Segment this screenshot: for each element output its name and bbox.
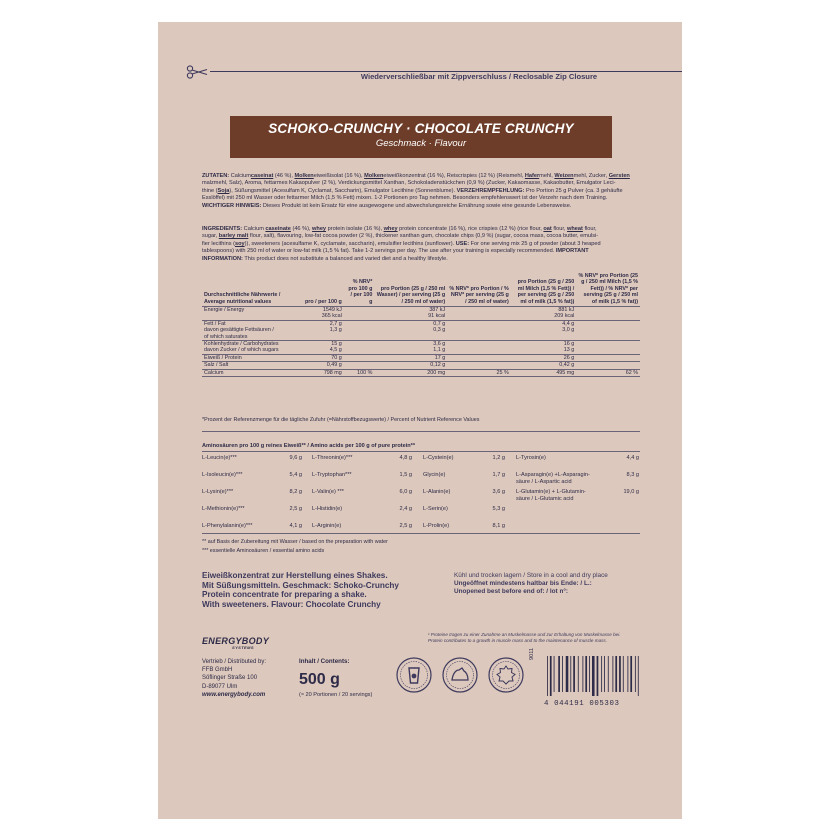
amino-footnote: *** essentielle Aminosäuren / essential amino acids bbox=[202, 548, 325, 554]
ingredients-english: INGREDIENTS: Calcium caseinate (46 %), whey protein isolate (16 %), whey protein concentrate (16 %), rice crispies (12 %) (rice flour, oat flour, wheat flour, sugar, barley malt flour, salt), flavouring, low-fat cocoa powder (2 %), thickener xanthan gum, chocolate chips (0,9 %) (sugar, cocoa mass, cocoa butter, emulsi- fier lecithins (soy)), sweeteners (acesulfame K, cyclamate, saccharin), emulsifier lecithins (sunflower). USE: For one serving mix 25 g of powder (about 3 heaped tablespoons) with 250 ml of water or low-fat milk (1,5 % fat). Take 1-2 servings per day. The use after your training is especially recommended. IMPORTANT INFORMATION: This product does not substitute a balanced and varied diet and a healthy lifestyle. bbox=[202, 226, 601, 262]
nutrition-header-row bbox=[202, 273, 640, 307]
nutrition-table bbox=[202, 273, 640, 377]
ingredients-german: ZUTATEN: Calciumcaseinat (46 %), Molkeneiweißisolat (16 %), Molkeneiweißkonzentrat (16 %), Reiscrispies (12 %) (Reismehl, Hafermehl, Weizenmehl, Zucker, Gersten malzmehl, Salz), Aroma, fettarmes Kakaopulver (2 %), Verdickungsmittel Xanthan, Schokoladenstückchen (0,9 %) (Zucker, Kakaomasse, Kakaobutter, Emulgator Leci- thine (Soja), Süßungsmittel (Acesulfam K, Cyclamat, Saccharin), Emulgator Lecithine (Sonnenblume). VERZEHREMPFEHLUNG: Pro Portion 25 g Pulver (ca. 3 gehäufte Esslöffel) mit 250 ml Wasser oder fettarmer Milch (1,5 % Fett) mixen. 1-2 Portionen pro Tag nehmen. Besonders empfehlenswert ist der Verzehr nach dem Training. WICHTIGER HINWEIS: Dieses Produkt ist kein Ersatz für eine ausgewogene und abwechslungsreiche Ernährung sowie eine gesunde Lebensweise. bbox=[202, 173, 630, 209]
nutrient-value bbox=[374, 334, 447, 341]
product-description: Eiweißkonzentrat zur Herstellung eines Shakes. Mit Süßungsmitteln. Geschmack: Schoko-Crunchy Protein concentrate for preparing a shake. With sweeteners. Flavour: Chocolate Crunchy bbox=[202, 571, 399, 609]
barcode-bar bbox=[612, 656, 613, 692]
amino-acid-name: L-Valin(e) *** bbox=[312, 489, 344, 495]
nutrient-value: 798 mg bbox=[297, 369, 344, 376]
nutrient-value: 17 g bbox=[374, 354, 447, 361]
nutrient-value: 16 g bbox=[511, 341, 576, 348]
nutrient-value bbox=[576, 307, 640, 314]
cut-line bbox=[210, 71, 682, 72]
net-weight: 500 g bbox=[299, 671, 340, 688]
nutrient-value bbox=[447, 320, 511, 327]
net-content: Inhalt / Contents: 500 g (≈ 20 Portionen / 20 servings) bbox=[299, 658, 399, 698]
nutrient-label: davon gesättigte Fettsäuren / bbox=[204, 327, 274, 334]
nutrient-value bbox=[297, 334, 344, 341]
nutrient-value bbox=[344, 347, 375, 354]
nutrient-value: 1,1 g bbox=[433, 347, 446, 354]
nutrient-value bbox=[344, 307, 375, 314]
amino-heading: Aminosäuren pro 100 g reines Eiweiß** / Amino acids per 100 g of pure protein** bbox=[202, 443, 416, 449]
nutrient-value: 209 kcal bbox=[554, 313, 575, 320]
nutrient-label: Eiweiß / Protein bbox=[202, 354, 297, 361]
nutrient-label: Calcium bbox=[202, 369, 297, 376]
amino-acid-name: L-Asparagin(e) +L-Asparagin- bbox=[516, 472, 590, 478]
amino-acid-value: 2,5 g bbox=[399, 523, 412, 529]
nutrient-value bbox=[344, 354, 375, 361]
barcode-bar bbox=[578, 656, 579, 692]
amino-acid-name: L-Histidin(e) bbox=[312, 506, 343, 512]
nutrient-value bbox=[344, 334, 375, 341]
nutrient-value: 881 kJ bbox=[511, 307, 576, 314]
product-title: SCHOKO-CRUNCHY · CHOCOLATE CRUNCHY bbox=[268, 121, 574, 136]
barcode-bar bbox=[635, 656, 636, 692]
nutrient-label: Kohlenhydrate / Carbohydrates bbox=[202, 341, 297, 348]
barcode-bar bbox=[597, 656, 599, 696]
barcode-bars bbox=[544, 656, 644, 696]
amino-acid-value: 3,6 g bbox=[492, 489, 505, 495]
amino-acid-name: L-Methionin(e)*** bbox=[202, 506, 245, 512]
amino-acid-value: 5,4 g bbox=[289, 472, 302, 478]
amino-acid-name: L-Cystein(e) bbox=[423, 455, 454, 461]
nutrition-header: pro Portion (25 g / 250 ml Milch (1,5 % Fett)) / per serving (25 g / 250 ml of milk (1,5 % fat)) bbox=[511, 273, 576, 307]
nutrient-value: 13 g bbox=[563, 347, 575, 354]
nutrient-value: 3,0 g bbox=[562, 327, 575, 334]
amino-acid-name: L-Lysin(e)*** bbox=[202, 489, 234, 495]
nutrient-value: 0,42 g bbox=[511, 362, 576, 369]
amino-acid-name: L-Arginin(e) bbox=[312, 523, 342, 529]
amino-acid-name: L-Leucin(e)*** bbox=[202, 455, 237, 461]
nutrient-label: Energie / Energy bbox=[202, 307, 297, 314]
barcode-bar bbox=[550, 656, 552, 696]
amino-acid-name: L-Prolin(e) bbox=[423, 523, 450, 529]
nutrient-value: 4,4 g bbox=[511, 320, 576, 327]
amino-acid-value: 8,3 g bbox=[626, 472, 639, 478]
amino-acid-name: L-Isoleucin(e)*** bbox=[202, 472, 243, 478]
amino-acid-value: 8,2 g bbox=[289, 489, 302, 495]
amino-acid-name: L-Tryptophan*** bbox=[312, 472, 352, 478]
nutrition-body bbox=[202, 307, 640, 377]
barcode-bar bbox=[619, 656, 621, 692]
nutrient-value bbox=[447, 362, 511, 369]
nutrient-value bbox=[344, 320, 375, 327]
amino-acid-value: 1,2 g bbox=[492, 455, 505, 461]
amino-acid-value: 6,0 g bbox=[399, 489, 412, 495]
nutrient-value: 4,5 g bbox=[329, 347, 342, 354]
nutrient-value bbox=[447, 347, 511, 354]
nutrition-header: pro Portion (25 g / 250 ml Wasser) / per serving (25 g / 250 ml of water) bbox=[374, 273, 447, 307]
nutrient-value bbox=[447, 341, 511, 348]
barcode-bar bbox=[582, 656, 583, 692]
brand-sub: SYSTEMS bbox=[232, 645, 254, 650]
barcode-bar bbox=[547, 656, 548, 696]
amino-acid-name: säure / L-Aspartic acid bbox=[516, 479, 572, 485]
nutrient-value bbox=[511, 334, 576, 341]
amino-acid-value: 1,7 g bbox=[492, 472, 505, 478]
nutrient-label: of which saturates bbox=[204, 333, 248, 340]
nutrient-value bbox=[576, 362, 640, 369]
barcode-bar bbox=[585, 656, 587, 692]
nutrition-header: Durchschnittliche Nährwerte / Average nutritional values bbox=[202, 273, 297, 307]
amino-acid-name: L-Glutamin(e) + L-Glutamin- bbox=[516, 489, 586, 495]
barcode bbox=[544, 656, 644, 708]
amino-acid-value: 4,1 g bbox=[289, 523, 302, 529]
website-link: www.energybody.com bbox=[202, 691, 266, 698]
amino-footnote: ** auf Basis der Zubereitung mit Wasser / based on the preparation with water bbox=[202, 539, 388, 545]
nutrient-value bbox=[344, 341, 375, 348]
nutrient-label: Fett / Fat bbox=[202, 320, 297, 327]
amino-acid-value: 1,5 g bbox=[399, 472, 412, 478]
nutrition-row bbox=[202, 313, 640, 320]
barcode-bar bbox=[638, 656, 639, 696]
nutrient-value: 200 mg bbox=[374, 369, 447, 376]
amino-acid-name: säure / L-Glutamic acid bbox=[516, 496, 574, 502]
product-label bbox=[158, 22, 682, 819]
amino-acid-value: 4,8 g bbox=[399, 455, 412, 461]
product-subtitle: Geschmack · Flavour bbox=[375, 138, 467, 149]
divider bbox=[202, 451, 640, 452]
amino-acid-value: 2,5 g bbox=[289, 506, 302, 512]
barcode-bar bbox=[627, 656, 628, 692]
nutrient-value: 2,7 g bbox=[297, 320, 344, 327]
divider bbox=[202, 431, 640, 432]
barcode-bar bbox=[562, 656, 563, 692]
nutrition-row bbox=[202, 334, 640, 341]
brand-name: ENERGYBODY bbox=[202, 636, 270, 646]
nutrient-value: 62 % bbox=[576, 369, 640, 376]
amino-acid-name: L-Phenylalanin(e)*** bbox=[202, 523, 253, 529]
flavour-banner bbox=[230, 116, 612, 158]
nutrient-value bbox=[576, 320, 640, 327]
barcode-bar bbox=[630, 656, 632, 692]
nutrition-header: pro / per 100 g bbox=[297, 273, 344, 307]
barcode-bar bbox=[573, 656, 575, 692]
nutrient-value: 25 % bbox=[447, 369, 511, 376]
divider bbox=[202, 533, 640, 534]
storage-info: Kühl und trocken lagern / Store in a cool and dry place Ungeöffnet mindestens haltbar bis Ende: / L.: Unopened best before end of: / lot n°: bbox=[454, 572, 608, 595]
nutrition-header: % NRV* pro Portion / % NRV* per serving (25 g / 250 ml of water) bbox=[447, 273, 511, 307]
amino-acid-name: L-Threonin(e)*** bbox=[312, 455, 353, 461]
nutrition-row bbox=[202, 320, 640, 327]
nutrient-value: 15 g bbox=[297, 341, 344, 348]
barcode-bar bbox=[604, 656, 605, 692]
nrv-footnote: *Prozent der Referenzmenge für die tägliche Zufuhr (=Nährstoffbezugswerte) / Percent of Nutrient Reference Values bbox=[202, 417, 480, 423]
barcode-bar bbox=[615, 656, 617, 692]
nutrient-value: 70 g bbox=[297, 354, 344, 361]
nutrient-value: 365 kcal bbox=[321, 313, 342, 320]
amino-acid-value: 5,3 g bbox=[492, 506, 505, 512]
nutrition-header: % NRV* pro 100 g / per 100 g bbox=[344, 273, 375, 307]
nutrition-row bbox=[202, 341, 640, 348]
nutrition-row bbox=[202, 347, 640, 354]
nutrition-row bbox=[202, 354, 640, 361]
barcode-number: 4 044191 005303 bbox=[544, 700, 620, 708]
scissors-icon bbox=[186, 65, 208, 79]
nutrient-value: 0,7 g bbox=[374, 320, 447, 327]
muscle-badge-icon bbox=[441, 656, 479, 694]
nutrient-value: 1,3 g bbox=[329, 327, 342, 334]
barcode-bar bbox=[566, 656, 569, 692]
amino-acid-value: 4,4 g bbox=[626, 455, 639, 461]
amino-acid-value: 8,1 g bbox=[492, 523, 505, 529]
nutrient-label: davon Zucker / of which sugars bbox=[204, 347, 279, 354]
barcode-bar bbox=[601, 656, 602, 692]
protein-claim: ¹ Proteine tragen zu einer Zunahme an Muskelmasse und zur Erhaltung von Muskelmasse bei. Protein contributes to a growth in muscle mass and to the maintenance of muscle mass. bbox=[428, 632, 621, 643]
nutrition-row bbox=[202, 307, 640, 314]
amino-acid-name: L-Serin(e) bbox=[423, 506, 448, 512]
barcode-bar bbox=[608, 656, 609, 692]
barcode-bar bbox=[554, 656, 555, 692]
nutrient-value bbox=[447, 354, 511, 361]
nutrient-value bbox=[576, 334, 640, 341]
nutrient-value: 91 kcal bbox=[428, 313, 446, 320]
nutrient-value: 3,6 g bbox=[374, 341, 447, 348]
distributor-info: Vertrieb / Distributed by: FFB GmbH Söflinger Straße 100 D-89077 Ulm www.energybody.com bbox=[202, 658, 302, 699]
amino-acid-name: L-Tyrosin(e) bbox=[516, 455, 546, 461]
nutrient-value: 26 g bbox=[511, 354, 576, 361]
nutrient-value: 495 mg bbox=[511, 369, 576, 376]
amino-acid-value: 9,6 g bbox=[289, 455, 302, 461]
nutrient-label bbox=[202, 313, 297, 320]
barcode-bar bbox=[592, 656, 595, 696]
nutrient-value bbox=[576, 347, 640, 354]
nutrient-value bbox=[576, 341, 640, 348]
barcode-bar bbox=[558, 656, 560, 692]
nutrient-value: 100 % bbox=[344, 369, 375, 376]
nutrition-row bbox=[202, 369, 640, 376]
shaker-badge-icon bbox=[395, 656, 433, 694]
barcode-bar bbox=[589, 656, 590, 692]
nutrient-value: 0,12 g bbox=[374, 362, 447, 369]
nutrient-value: 0,49 g bbox=[297, 362, 344, 369]
nutrient-value: 387 kJ bbox=[374, 307, 447, 314]
nutrient-value bbox=[576, 354, 640, 361]
nutrient-value bbox=[344, 313, 375, 320]
nutrient-value: 0,3 g bbox=[433, 327, 446, 334]
nutrient-value bbox=[447, 334, 511, 341]
brand-logo bbox=[202, 636, 282, 650]
barcode-side-number: 9011 bbox=[529, 647, 535, 660]
amino-acid-name: L-Alanin(e) bbox=[423, 489, 451, 495]
nutrient-value bbox=[447, 313, 511, 320]
nutrient-value bbox=[576, 313, 640, 320]
amino-acid-name: Glycin(e) bbox=[423, 472, 446, 478]
nutrient-label: Salz / Salt bbox=[202, 362, 297, 369]
quality-badge-icon bbox=[487, 656, 525, 694]
barcode-bar bbox=[570, 656, 571, 692]
zip-closure-text: Wiederverschließbar mit Zippverschluss / Reclosable Zip Closure bbox=[360, 72, 598, 81]
nutrient-value: 1549 kJ bbox=[297, 307, 344, 314]
nutrition-row bbox=[202, 362, 640, 369]
nutrient-value bbox=[447, 307, 511, 314]
barcode-bar bbox=[623, 656, 624, 692]
amino-acid-value: 19,0 g bbox=[623, 489, 639, 495]
nutrition-header: % NRV* pro Portion (25 g / 250 ml Milch (1,5 % Fett)) / % NRV* per serving (25 g / 250 ml of milk (1,5 % fat)) bbox=[576, 273, 640, 307]
amino-acid-value: 2,4 g bbox=[399, 506, 412, 512]
nutrient-value bbox=[344, 362, 375, 369]
